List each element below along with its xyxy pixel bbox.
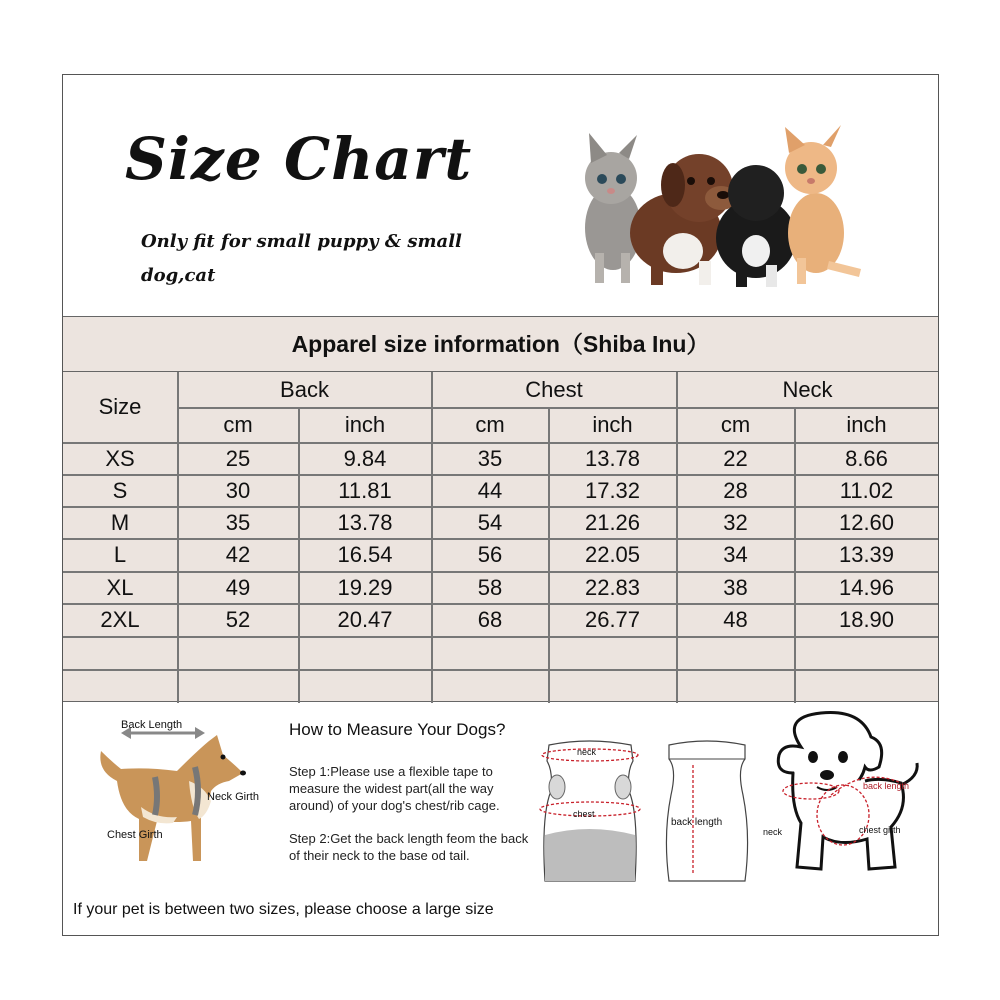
size-chart-frame <box>62 74 939 936</box>
table-value-cell: 17.32 <box>584 478 641 503</box>
apparel-back-diagram <box>659 735 755 885</box>
table-value-cell: 13.39 <box>838 542 895 567</box>
table-value-cell: 9.84 <box>343 446 387 471</box>
size-column-header: Size <box>98 394 142 419</box>
size-label-cell: S <box>112 478 128 503</box>
table-value-cell: 14.96 <box>838 575 895 600</box>
step-2-text: Step 2:Get the back length feom the back of their neck to the base od tail. <box>289 831 529 863</box>
table-value-cell: 32 <box>723 510 748 535</box>
table-value-cell: 58 <box>477 575 503 600</box>
table-value-cell: 52 <box>225 607 251 632</box>
step-1-text: Step 1:Please use a flexible tape to measure the widest part(all the way around) of your dog's chest/rib cage. <box>289 764 500 813</box>
table-value-cell: 22.05 <box>584 542 641 567</box>
front-neck-label: neck <box>577 747 597 757</box>
table-title: Apparel size information（Shiba Inu） <box>63 317 938 372</box>
table-value-cell: 22.83 <box>584 575 641 600</box>
table-value-cell: 11.81 <box>338 478 392 503</box>
table-value-cell: 68 <box>477 607 503 632</box>
table-value-cell: 12.60 <box>838 510 895 535</box>
table-value-cell: 34 <box>723 542 748 567</box>
neck-girth-label: Neck Girth <box>207 791 259 803</box>
size-label-cell: XL <box>106 575 134 600</box>
table-value-cell: 54 <box>477 510 503 535</box>
unit-header: cm <box>475 412 505 437</box>
table-value-cell: 20.47 <box>337 607 393 632</box>
cartoon-neck-label: neck <box>763 827 783 837</box>
subtitle: Only fit for small puppy & small dog,cat <box>141 231 462 286</box>
table-value-cell: 38 <box>723 575 748 600</box>
table-value-cell: 19.29 <box>337 575 393 600</box>
table-value-cell: 13.78 <box>337 510 393 535</box>
cartoon-chest-girth-label: chest girth <box>859 825 901 835</box>
measure-title: How to Measure Your Dogs? <box>289 720 506 739</box>
table-value-cell: 16.54 <box>337 542 393 567</box>
table-value-cell: 35 <box>225 510 251 535</box>
size-label-cell: 2XL <box>100 607 140 632</box>
front-chest-label: chest <box>573 809 595 819</box>
group-header-neck: Neck <box>782 377 833 402</box>
table-value-cell: 26.77 <box>584 607 641 632</box>
pets-photo <box>571 123 871 293</box>
back-length-diagram-label: back length <box>671 817 723 828</box>
grey-kitten <box>585 133 641 283</box>
unit-header: inch <box>846 412 887 437</box>
size-table <box>63 316 938 702</box>
table-value-cell: 13.78 <box>584 446 641 471</box>
back-length-label: Back Length <box>121 719 183 731</box>
table-value-cell: 11.02 <box>839 478 894 503</box>
unit-header: cm <box>223 412 253 437</box>
table-value-cell: 44 <box>477 478 503 503</box>
size-label-cell: XS <box>105 446 135 471</box>
table-value-cell: 22 <box>723 446 748 471</box>
table-value-cell: 25 <box>225 446 251 471</box>
unit-header: cm <box>720 412 751 437</box>
table-value-cell: 21.26 <box>584 510 641 535</box>
group-header-chest: Chest <box>525 377 583 402</box>
size-label-cell: L <box>113 542 127 567</box>
table-value-cell: 42 <box>225 542 251 567</box>
table-value-cell: 18.90 <box>838 607 895 632</box>
table-value-cell: 28 <box>723 478 748 503</box>
group-header-back: Back <box>280 377 329 402</box>
table-value-cell: 48 <box>723 607 748 632</box>
page-title: Size Chart <box>125 125 473 193</box>
orange-kitten <box>785 125 861 284</box>
cartoon-back-length-label: back length <box>863 781 910 791</box>
table-value-cell: 8.66 <box>845 446 888 471</box>
size-label-cell: M <box>110 510 130 535</box>
unit-header: inch <box>592 412 633 437</box>
cartoon-dog-diagram <box>761 707 927 887</box>
chest-girth-label: Chest Girth <box>107 829 163 841</box>
table-value-cell: 35 <box>477 446 503 471</box>
size-advice-note: If your pet is between two sizes, please choose a large size <box>73 901 494 918</box>
table-value-cell: 30 <box>225 478 251 503</box>
unit-header: inch <box>344 412 386 437</box>
table-value-cell: 49 <box>225 575 251 600</box>
table-value-cell: 56 <box>477 542 503 567</box>
